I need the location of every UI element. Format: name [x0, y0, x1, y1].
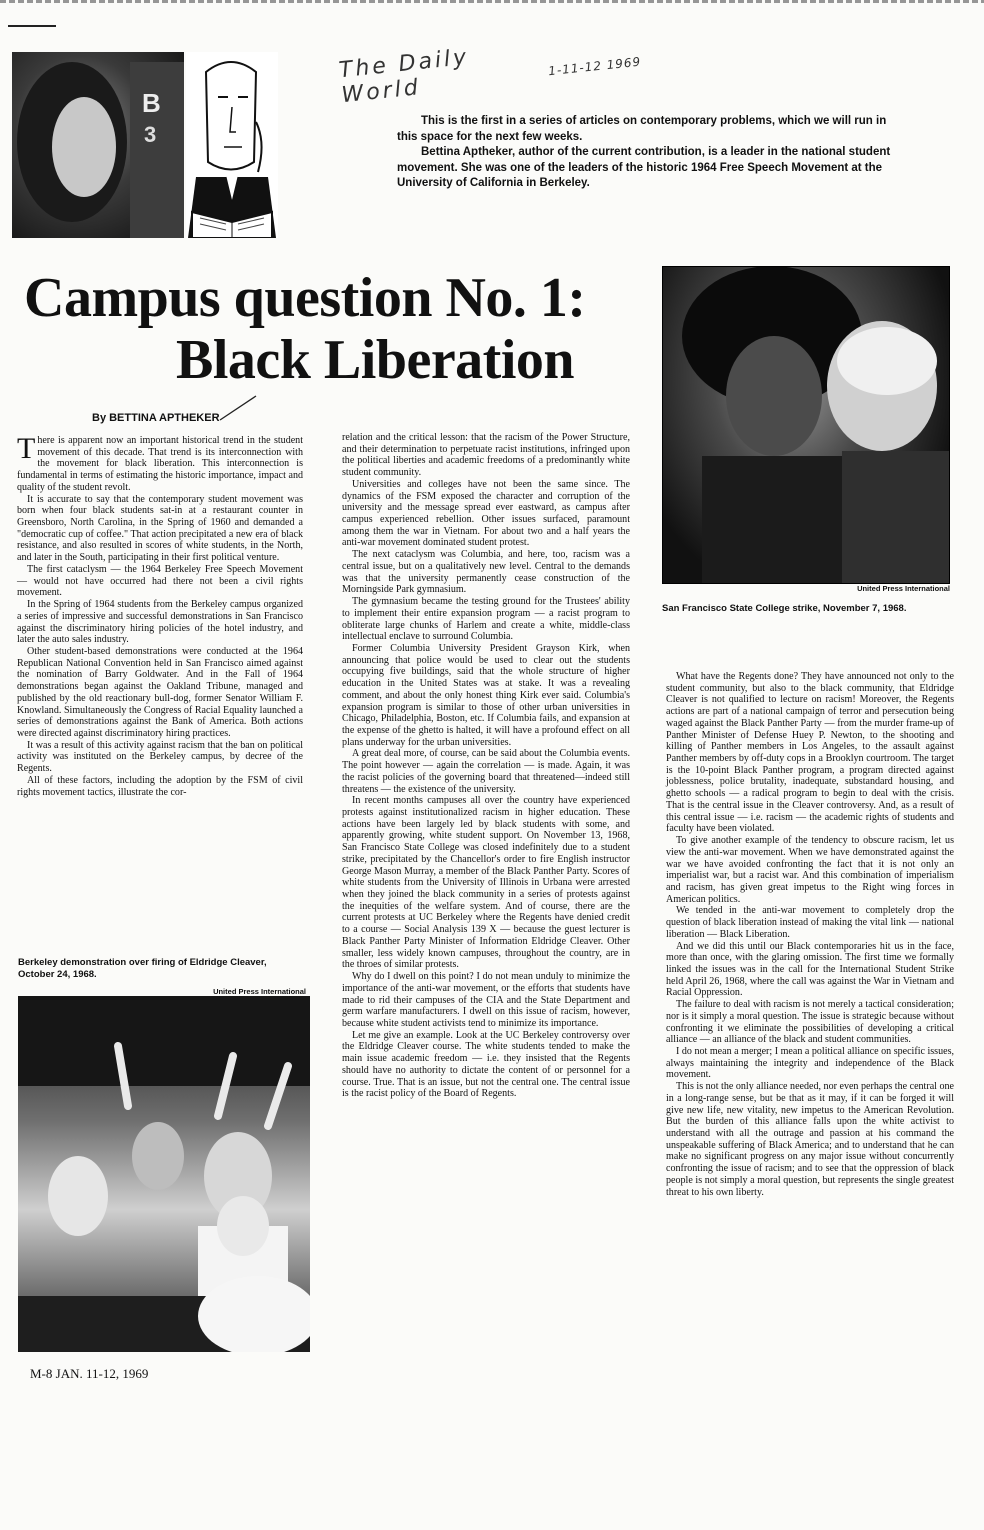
col3-paragraph: This is not the only alliance needed, nor even perhaps the central one in a long-range sense, but be that as it may, if it can be forged it will give new life, new vitality, new impetus to the American Revolution. But the burden of this alliance falls upon the white activist to understand with all the outrage and passion at his command the unspeakable suffering of Black America; and to understand that he can make no significant progress on any major issue without concurrently confronting the issue of racism; and to see that the oppression of black people is not simply a moral question, but represents the single greatest threat to his own liberty. [666, 1081, 954, 1198]
col2-paragraph: The gymnasium became the testing ground for the Trustees' ability to implement their entire expansion program — a racist program to obliterate large chunks of Harlem and create a white, middle-class intellectual enclave to surround Columbia. [342, 596, 630, 643]
col2-paragraph: The next cataclysm was Columbia, and here, too, racism was a central issue, but on a qualitatively new level. Central to the demands was that the university permanently cease construction of the Morningside Park gymnasium. [342, 549, 630, 596]
bottom-photo-credit: United Press International [213, 987, 306, 996]
handwritten-date: 1-11-12 1969 [547, 54, 642, 79]
col3-paragraph: We tended in the anti-war movement to completely drop the question of black liberation instead of making the vital link — national liberation — Black Liberation. [666, 905, 954, 940]
demonstration-photo-illustration [18, 996, 310, 1352]
portrait-illustration [12, 52, 184, 238]
col2-paragraph: A great deal more, of course, can be said about the Columbia events. The point however — again the correlation — is made. Again, it was the racist policies of the governing board that threatened—indeed still threatens — the existence of the university. [342, 748, 630, 795]
col2-paragraph: Former Columbia University President Grayson Kirk, when announcing that police would be used to clear out the students occupying five buildings, said that the whole structure of higher education in the United States was at stake. It was a revealing comment, and about the only honest thing Kirk ever said. Columbia's expansion program is similar to those of other urban universities in Chicago, Philadelphia, Boston, etc. If Columbia fails, and expansion at the expense of the ghetto is halted, it will have a profound effect on all plans underway for the urban universities. [342, 642, 630, 748]
byline: By BETTINA APTHEKER [92, 412, 220, 424]
col3-paragraph: To give another example of the tendency to obscure racism, let us view the anti-war movement. When we have demonstrated against the war we have avoided confronting the fact that it is not only an imperialist war, but a racist war. And this combination of imperialism and racism, has given great impetus to the Right wing forces in American politics. [666, 835, 954, 905]
col3-paragraph: What have the Regents done? They have announced not only to the student community, but also to the black community, that Eldridge Cleaver is not qualified to lecture on racism! Moreover, the Regents actions are part of a national campaign of terror and persecution being waged against the Black Panther Party — from the murder frame-up of Panther Minister of Defense Huey P. Newton, to the shooting and killing of Panther members in Los Angeles, to the assault against Panther members by off-duty cops in a Brooklyn courtroom. The target is the 10-point Black Panther program, a program directed against joblessness, police brutality, inadequate, substandard housing, and ghetto schools — a radical program to begin to deal with the crisis. That is the central issue in the Cleaver controversy. And, as a result of this central issue — i.e. racism — the academic rights of students and faculty have been violated. [666, 671, 954, 835]
intro-paragraph-2: Bettina Aptheker, author of the current contribution, is a leader in the national student movement. She was one of the leaders of the historic 1964 Free Speech Movement at the University of California in Berkeley. [397, 146, 891, 189]
bottom-photo-caption: Berkeley demonstration over firing of Eldridge Cleaver, October 24, 1968. [18, 957, 267, 980]
col3-paragraph: The failure to deal with racism is not merely a tactical consideration; nor is it simply a moral question. The issue is strategic because without confronting it we eliminate the possibilities of developing a critical alliance — an alliance of the black and student communities. [666, 999, 954, 1046]
article-column-1 [17, 432, 303, 798]
handwritten-paper-name: The Daily World [337, 44, 471, 109]
col2-paragraph: Why do I dwell on this point? I do not mean unduly to minimize the importance of the anti-war movement, or the efforts that students have made to rid their campuses of the CIA and the State Department and germ warfare manufacturers. I dwell on this issue of racism, however, because white student activists tend to minimize its importance. [342, 971, 630, 1029]
series-introduction [397, 114, 907, 192]
col1-paragraph: In the Spring of 1964 students from the Berkeley campus organized a series of impressive and successful demonstrations in San Francisco against the discriminatory hiring policies of the hotel industry, and later the auto sales industry. [17, 599, 303, 646]
top-photo-caption: San Francisco State College strike, November 7, 1968. [662, 603, 907, 614]
headline-line-2: Black Liberation [176, 329, 575, 391]
top-border-rule [0, 0, 984, 3]
page-folio: M-8 JAN. 11-12, 1969 [30, 1366, 149, 1381]
article-column-2 [342, 432, 630, 1100]
article-column-3 [666, 671, 954, 1198]
col1-paragraph: It is accurate to say that the contemporary student movement was born when four black students sat-in at a restaurant counter in Greensboro, North Carolina, in the Spring of 1960 and demanded a "democratic cup of coffee." That action precipitated a new era of black resistance, and also resulted in scores of white students, in the North, and later in the South, participating in their first political venture. [17, 493, 303, 564]
svg-text:B: B [142, 88, 161, 118]
col3-paragraph: I do not mean a merger; I mean a political alliance on specific issues, always maintaining the integrity and independence of the Black movement. [666, 1046, 954, 1081]
strike-photo-illustration [662, 266, 950, 584]
headline-line-1: Campus question No. 1: [24, 267, 586, 329]
svg-text:3: 3 [144, 122, 157, 147]
author-portrait-photo [12, 52, 184, 238]
byline-pen-stroke [218, 394, 258, 424]
sf-state-strike-photo [662, 266, 950, 584]
col1-paragraph: It was a result of this activity against racism that the ban on political activity was instituted on the Berkeley campus, by decree of the Regents. [17, 739, 303, 775]
col3-paragraph: And we did this until our Black contemporaries hit us in the face, more than once, with the glaring omission. The first time we formally linked the issues was in the call for the International Student Strike held April 26, 1968, where the call was against the War in Vietnam and Racial Oppression. [666, 940, 954, 999]
intro-paragraph-1: This is the first in a series of articles on contemporary problems, which we will run in this space for the next few weeks. [397, 115, 887, 143]
top-photo-credit: United Press International [857, 584, 950, 593]
corner-rule [8, 25, 56, 27]
berkeley-demonstration-photo [18, 996, 310, 1352]
col2-paragraph: Let me give an example. Look at the UC Berkeley controversy over the Eldridge Cleaver course. The white students tended to make the main issue academic freedom — i.e. they insisted that the Regents should have no authority to dictate the content of or personnel for a course. True. That is an issue, but not the central one. The central issue is the racist policy of the Board of Regents. [342, 1029, 630, 1100]
col1-paragraph: The first cataclysm — the 1964 Berkeley Free Speech Movement — would not have occurred had there not been a civil rights movement. [17, 563, 303, 599]
drop-cap: T [17, 432, 36, 465]
col2-paragraph: Universities and colleges have not been the same since. The dynamics of the FSM exposed the character and corruption of the university and the message spread ever eastward, as campus after campus experienced rebellion. Other issues surfaced, paramount among them the war in Vietnam. For about two and a half years the anti-war movement dominated student protest. [342, 478, 630, 549]
col1-paragraph-1: There is apparent now an important historical trend in the student movement of this decade. That trend is its interconnection with the movement for black liberation. This interconnection is fundamental in terms of estimating the historic importance, impact and quality of the student revolt. [17, 432, 303, 493]
col2-paragraph: In recent months campuses all over the country have experienced protests against institutionalized racism in higher education. These actions have been largely led by black students with some, and apparently growing, white student support. On November 13, 1968, San Francisco State College was closed indefinitely due to a student strike, precipitated by the Chancellor's order to fire English instructor George Mason Murray, a member of the Black Panther Party. Scores of white students from the University of Illinois in Urbana were arrested when they joined the black community in a series of protests against the inequities of the welfare system. And of course, there are the current protests at UC Berkeley where the Regents have denied credit to a course — Social Analysis 139 X — because the guest lecturer is Black Panther Party Minister of Information Eldridge Cleaver. Other smaller, less widely known campuses, throughout the country, are in the throes of similar protests. [342, 795, 630, 971]
col1-paragraph: Other student-based demonstrations were conducted at the 1964 Republican National Convention held in San Francisco aimed against the nomination of Barry Goldwater. And in the Fall of 1964 demonstrations began against the Oakland Tribune, managed and published by the old reactionary bull-dog, former Senator William F. Knowland. Simultaneously the Congress of Racial Equality launched a series of demonstrations against the Bank of America. Both actions were directed against discriminatory hiring practices. [17, 645, 303, 739]
col2-paragraph: relation and the critical lesson: that the racism of the Power Structure, and their determination to perpetuate racist institutions, infringed upon the political liberties and academic freedoms of a predominantly white student community. [342, 432, 630, 479]
cartoon-reader-illustration [186, 52, 278, 238]
col1-paragraph: All of these factors, including the adoption by the FSM of civil rights movement tactics, illustrate the cor- [17, 774, 303, 798]
reader-sketch [186, 52, 278, 238]
